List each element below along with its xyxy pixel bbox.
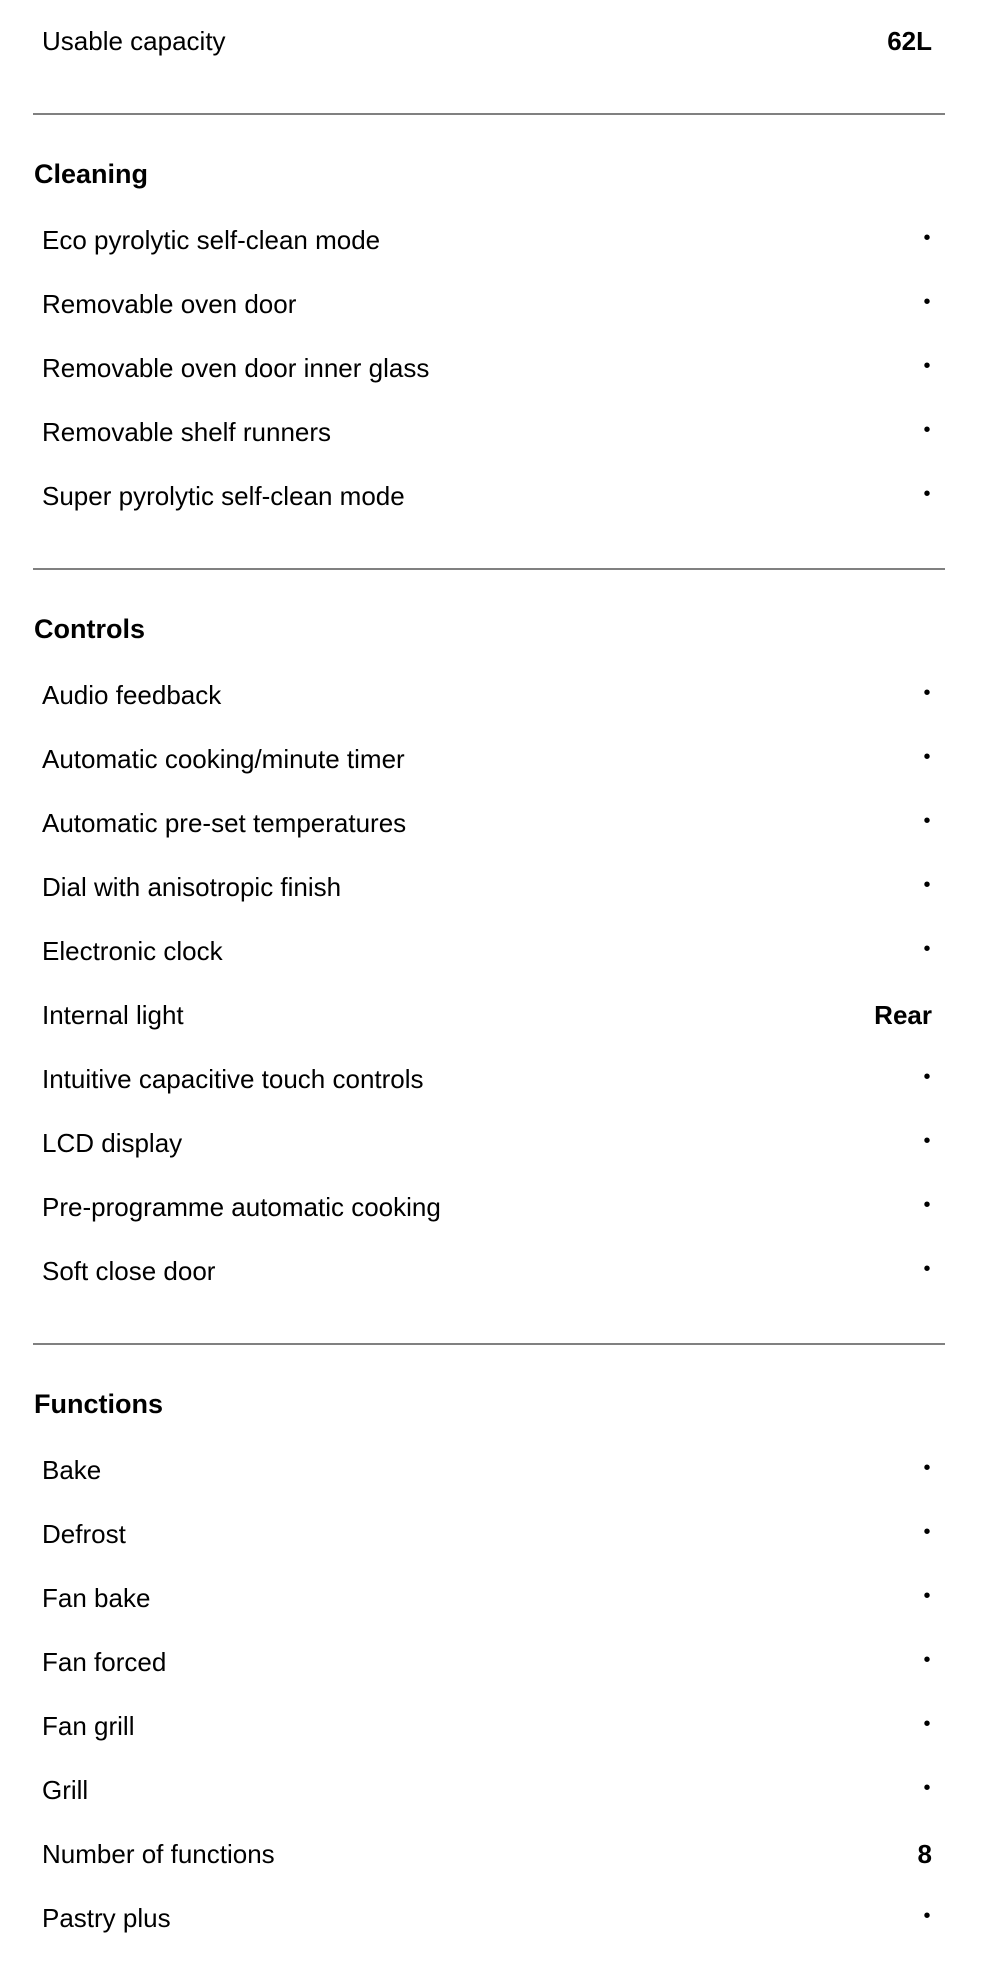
spec-row — [42, 1566, 932, 1630]
spec-value: Rear — [874, 1000, 932, 1030]
section-cleaning — [0, 154, 1005, 528]
spec-label: Internal light — [42, 1000, 184, 1030]
spec-row — [42, 727, 932, 791]
spec-row — [42, 1111, 932, 1175]
spec-row — [42, 464, 932, 528]
bullet-icon: • — [923, 1521, 931, 1543]
section-functions — [0, 1384, 1005, 1950]
spec-row — [42, 336, 932, 400]
spec-row — [42, 1694, 932, 1758]
spec-label: Fan grill — [42, 1711, 135, 1741]
section-rows — [0, 208, 1005, 528]
bullet-icon: • — [923, 1713, 931, 1735]
bullet-icon: • — [923, 682, 931, 704]
spec-value: 8 — [917, 1839, 932, 1869]
bullet-icon: • — [923, 1905, 931, 1927]
bullet-icon: • — [923, 1130, 931, 1152]
bullet-icon: • — [923, 1258, 931, 1280]
spec-label: Audio feedback — [42, 680, 222, 710]
bullet-icon: • — [923, 1649, 931, 1671]
bullet-icon: • — [923, 227, 931, 249]
bullet-icon: • — [923, 1585, 931, 1607]
spec-row — [42, 919, 932, 983]
section-rows — [0, 663, 1005, 1303]
spec-label: Pre-programme automatic cooking — [42, 1192, 441, 1222]
spec-label: Removable oven door inner glass — [42, 353, 430, 383]
spec-row — [42, 1175, 932, 1239]
spec-label: Automatic cooking/minute timer — [42, 744, 405, 774]
section-title: Cleaning — [34, 159, 149, 189]
bullet-icon: • — [923, 746, 931, 768]
spec-row — [42, 400, 932, 464]
spec-label: Eco pyrolytic self-clean mode — [42, 225, 381, 255]
spec-row — [42, 663, 932, 727]
bullet-icon: • — [923, 291, 931, 313]
spec-row-number-of-functions — [42, 1822, 932, 1886]
section-divider — [33, 568, 945, 570]
bullet-icon: • — [923, 419, 931, 441]
section-divider — [33, 113, 945, 115]
spec-label: Electronic clock — [42, 936, 223, 966]
spec-list — [0, 9, 1005, 1950]
section-rows — [0, 1438, 1005, 1950]
spec-label: Automatic pre-set temperatures — [42, 808, 407, 838]
spec-row — [42, 1239, 932, 1303]
spec-label: Number of functions — [42, 1839, 275, 1869]
section-controls — [0, 609, 1005, 1303]
spec-label: Bake — [42, 1455, 102, 1485]
bullet-icon: • — [923, 938, 931, 960]
spec-label: Fan forced — [42, 1647, 167, 1677]
spec-row — [42, 1758, 932, 1822]
section-divider — [33, 1343, 945, 1345]
spec-label: Defrost — [42, 1519, 126, 1549]
spec-value: 62L — [887, 26, 932, 56]
spec-label: Grill — [42, 1775, 89, 1805]
section-title: Functions — [34, 1389, 163, 1419]
spec-row — [42, 1438, 932, 1502]
bullet-icon: • — [923, 355, 931, 377]
spec-label: Dial with anisotropic finish — [42, 872, 342, 902]
spec-label: Removable shelf runners — [42, 417, 332, 447]
spec-row — [42, 1502, 932, 1566]
spec-label: Super pyrolytic self-clean mode — [42, 481, 405, 511]
spec-row — [42, 791, 932, 855]
spec-label: Usable capacity — [42, 26, 226, 56]
spec-row — [42, 855, 932, 919]
bullet-icon: • — [923, 874, 931, 896]
spec-label: Removable oven door — [42, 289, 297, 319]
section-title: Controls — [34, 614, 145, 644]
spec-label: Soft close door — [42, 1256, 216, 1286]
spec-row-internal-light — [42, 983, 932, 1047]
spec-row — [42, 1886, 932, 1950]
spec-label: Intuitive capacitive touch controls — [42, 1064, 424, 1094]
bullet-icon: • — [923, 1777, 931, 1799]
bullet-icon: • — [923, 1066, 931, 1088]
spec-label: Pastry plus — [42, 1903, 171, 1933]
spec-row — [42, 1047, 932, 1111]
bullet-icon: • — [923, 1457, 931, 1479]
spec-label: LCD display — [42, 1128, 183, 1158]
spec-row — [42, 208, 932, 272]
spec-row — [42, 272, 932, 336]
spec-row — [42, 1630, 932, 1694]
bullet-icon: • — [923, 1194, 931, 1216]
spec-row-usable-capacity — [42, 9, 932, 73]
bullet-icon: • — [923, 483, 931, 505]
bullet-icon: • — [923, 810, 931, 832]
spec-label: Fan bake — [42, 1583, 151, 1613]
